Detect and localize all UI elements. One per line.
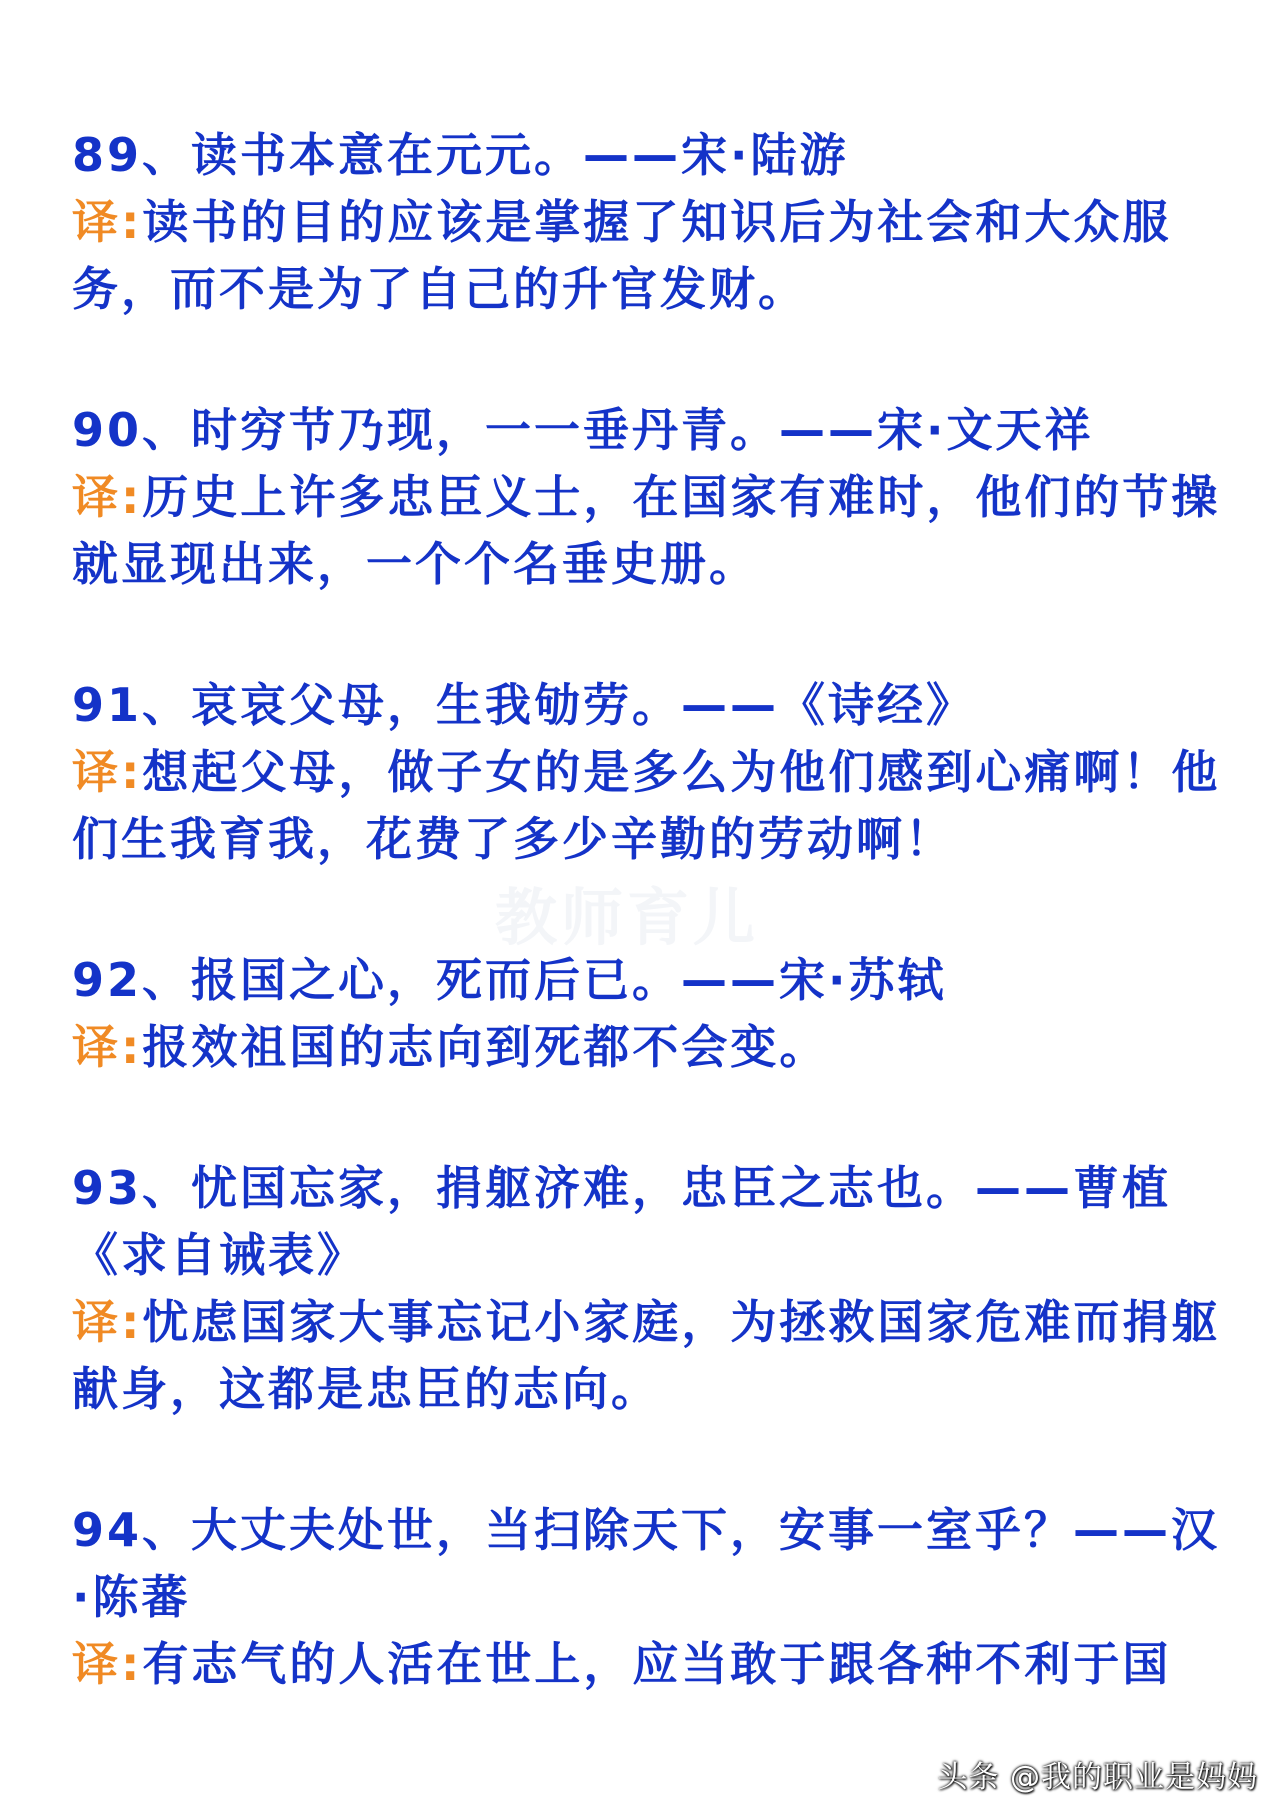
translation-label: 译: (72, 1637, 143, 1691)
quote-entry-93 (72, 1155, 1222, 1423)
translation-text (72, 1014, 1222, 1081)
translation-label: 译: (72, 470, 143, 524)
quote-entry-89 (72, 122, 1222, 323)
quote-text: 91、哀哀父母，生我劬劳。——《诗经》 (72, 678, 976, 732)
translation-body: 想起父母，做子女的是多么为他们感到心痛啊！他们生我育我，花费了多少辛勤的劳动啊！ (72, 745, 1221, 866)
quote-text: 89、读书本意在元元。——宋·陆游 (72, 128, 849, 182)
translation-body: 历史上许多忠臣义士，在国家有难时，他们的节操就显现出来，一个个名垂史册。 (72, 470, 1221, 591)
quote-entry-92 (72, 947, 1222, 1081)
translation-text (72, 464, 1222, 598)
quote-entry-91 (72, 672, 1222, 873)
source-credit: 头条 @我的职业是妈妈 (937, 1760, 1258, 1795)
translation-label: 译: (72, 1020, 143, 1074)
quote-text: 92、报国之心，死而后已。——宋·苏轼 (72, 953, 947, 1007)
quote-text: 93、忧国忘家，捐躯济难，忠臣之志也。——曹植《求自诫表》 (72, 1161, 1172, 1282)
translation-body: 忧虑国家大事忘记小家庭，为拯救国家危难而捐躯献身，这都是忠臣的志向。 (72, 1295, 1221, 1416)
translation-body: 报效祖国的志向到死都不会变。 (142, 1020, 829, 1074)
quote-entry-90 (72, 397, 1222, 598)
translation-body: 读书的目的应该是掌握了知识后为社会和大众服务，而不是为了自己的升官发财。 (72, 195, 1172, 316)
quote-text: 90、时穷节乃现，一一垂丹青。——宋·文天祥 (72, 403, 1094, 457)
watermark: 教师育儿 (495, 881, 760, 954)
translation-label: 译: (72, 1295, 143, 1349)
translation-label: 译: (72, 195, 143, 249)
translation-text (72, 1631, 1222, 1698)
quote-text: 94、大丈夫处世，当扫除天下，安事一室乎？——汉·陈蕃 (72, 1503, 1221, 1624)
translation-text (72, 1289, 1222, 1423)
quote-list (72, 122, 1222, 1772)
translation-text (72, 739, 1222, 873)
translation-text (72, 189, 1222, 323)
translation-label: 译: (72, 745, 143, 799)
translation-body: 有志气的人活在世上，应当敢于跟各种不利于国 (142, 1637, 1172, 1691)
quote-entry-94 (72, 1497, 1222, 1698)
